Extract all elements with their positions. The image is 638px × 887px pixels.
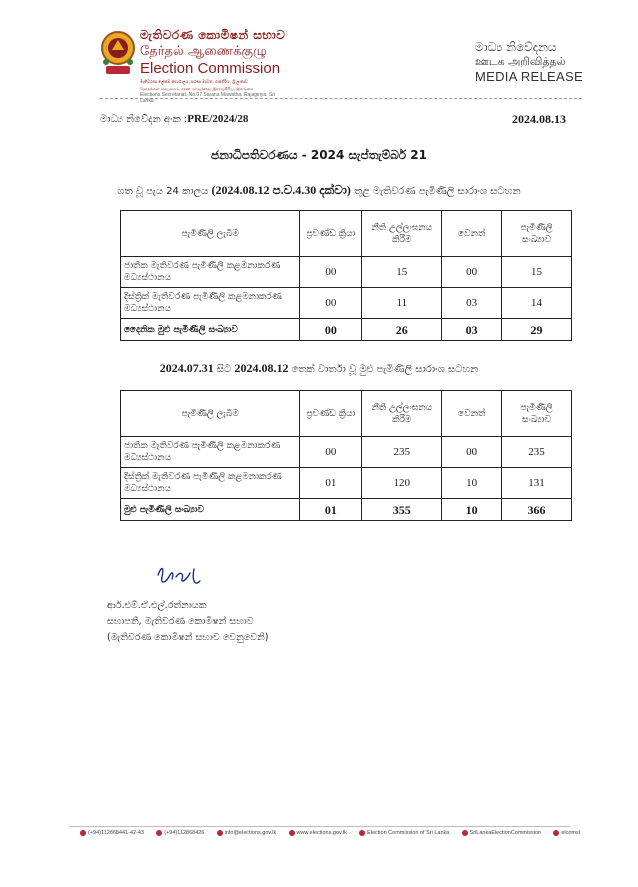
table2-caption-end-date: 2024.08.12 bbox=[234, 361, 289, 375]
org-name-english: Election Commission bbox=[140, 60, 281, 77]
email-icon bbox=[217, 830, 223, 836]
table-row bbox=[121, 257, 572, 288]
column-header: නීති උල්ලංඝනය කිරීම bbox=[362, 211, 442, 257]
table-header-row bbox=[121, 211, 572, 257]
row-label: දිස්ත්‍රික් මැතිවරණ පැමිණිලි කළමනාකරණ මධ්‍යස්ථානය bbox=[121, 288, 300, 319]
total-value: 366 bbox=[502, 499, 572, 521]
cell-value: 15 bbox=[362, 257, 442, 288]
footer-text: Election Commission of Sri Lanka bbox=[367, 830, 450, 836]
letterhead bbox=[0, 0, 638, 104]
table2-caption-start-date: 2024.07.31 bbox=[159, 361, 214, 375]
cell-value: 03 bbox=[442, 288, 502, 319]
handwritten-signature bbox=[150, 561, 220, 601]
header-divider bbox=[100, 98, 582, 99]
table-row bbox=[121, 468, 572, 499]
table1-caption-post: තුළ මැතිවරණ පැමිණිලි සාරාංශ සටහන bbox=[350, 186, 521, 197]
table1-caption-pre: ගත වූ පැය 24 කාලය bbox=[117, 186, 212, 197]
column-header: පැමිණිලි සංඛ්‍යාව bbox=[502, 211, 572, 257]
cell-value: 14 bbox=[502, 288, 572, 319]
table-total-row bbox=[121, 319, 572, 341]
facebook-icon bbox=[359, 830, 365, 836]
cell-value: 00 bbox=[300, 288, 362, 319]
cell-value: 235 bbox=[502, 437, 572, 468]
cell-value: 00 bbox=[300, 437, 362, 468]
total-value: 29 bbox=[502, 319, 572, 341]
total-label: දෛනික මුළු පැමිණිලි සංඛ්‍යාව bbox=[121, 319, 300, 341]
cell-value: 15 bbox=[502, 257, 572, 288]
release-date: 2024.08.13 bbox=[512, 112, 566, 126]
table2-caption-mid: සිට bbox=[213, 364, 235, 375]
total-value: 03 bbox=[442, 319, 502, 341]
reference-value: PRE/2024/28 bbox=[187, 113, 249, 125]
footer-phone bbox=[80, 830, 144, 836]
total-label: මුළු පැමිණිලි සංඛ්‍යාව bbox=[121, 499, 300, 521]
daily-complaints-table bbox=[120, 210, 572, 341]
row-label: ජාතික මැතිවරණ පැමිණිලි කළමනාකරණ මධ්‍යස්ථානය bbox=[121, 257, 300, 288]
twitter-icon bbox=[462, 830, 468, 836]
table-row bbox=[121, 437, 572, 468]
total-value: 00 bbox=[300, 319, 362, 341]
total-value: 10 bbox=[442, 499, 502, 521]
table-header-row bbox=[121, 391, 572, 437]
total-value: 26 bbox=[362, 319, 442, 341]
footer-fax bbox=[156, 830, 204, 836]
column-header: පැමිණිලි ලැබීම bbox=[121, 391, 300, 437]
column-header: වෙනත් bbox=[442, 211, 502, 257]
org-name-tamil: தேர்தல் ஆணைக்குழு bbox=[140, 44, 267, 59]
table1-caption bbox=[0, 183, 638, 198]
footer-facebook[interactable] bbox=[359, 830, 449, 836]
total-value: 355 bbox=[362, 499, 442, 521]
page-title: ජනාධිපතිවරණය - 2024 සැප්තැම්බර් 21 bbox=[211, 148, 427, 162]
national-emblem-icon bbox=[100, 28, 136, 78]
footer-text: (+94)112868426 bbox=[164, 830, 205, 836]
media-release-label bbox=[475, 40, 590, 85]
column-header: ප්‍රචණ්ඩ ක්‍රියා bbox=[300, 211, 362, 257]
column-header: පැමිණිලි ලැබීම bbox=[121, 211, 300, 257]
footer-text: SriLankaElectionCommission bbox=[469, 830, 542, 836]
org-name-sinhala: මැතිවරණ කොමිෂන් සභාව bbox=[140, 28, 286, 42]
table1-caption-period: (2024.08.12 ප.ව.4.30 දක්වා) bbox=[211, 183, 351, 197]
cell-value: 235 bbox=[362, 437, 442, 468]
column-header: නීති උල්ලංඝනය කිරීම bbox=[362, 391, 442, 437]
cell-value: 120 bbox=[362, 468, 442, 499]
release-sinhala: මාධ්‍ය නිවේදනය bbox=[475, 40, 557, 54]
footer-text: (+94)112868441-42-43 bbox=[88, 830, 145, 836]
cell-value: 00 bbox=[442, 257, 502, 288]
reference-label: මාධ්‍ය නිවේදන අංක : bbox=[100, 114, 188, 125]
web-icon bbox=[289, 830, 295, 836]
total-value: 01 bbox=[300, 499, 362, 521]
fax-icon bbox=[156, 830, 162, 836]
footer-divider bbox=[70, 826, 570, 827]
phone-icon bbox=[80, 830, 86, 836]
youtube-icon bbox=[553, 830, 559, 836]
cell-value: 10 bbox=[442, 468, 502, 499]
footer-email[interactable] bbox=[217, 830, 277, 836]
signatory-block bbox=[107, 598, 268, 646]
cumulative-complaints-table bbox=[120, 390, 572, 521]
address-sinhala: මැතිවරණ ලේකම් කාර්යාලය, සරණ මාවත, රාජගිරිය, ශ්‍රී ලංකාව bbox=[140, 79, 248, 84]
signatory-title: සභාපති, මැතිවරණ කොමිෂන් සභාව bbox=[107, 616, 254, 627]
address-english: Elections Secretariat, No.07 Sarana Mawatha, Rajagiriya, Sri Lanka bbox=[140, 92, 276, 104]
footer-text: elcomsl bbox=[561, 830, 580, 836]
column-header: වෙනත් bbox=[442, 391, 502, 437]
column-header: ප්‍රචණ්ඩ ක්‍රියා bbox=[300, 391, 362, 437]
row-label: දිස්ත්‍රික් මැතිවරණ පැමිණිලි කළමනාකරණ මධ්‍යස්ථානය bbox=[121, 468, 300, 499]
table2-caption-post: තෙක් වාර්තා වූ මුළු පැමිණිලි සාරාංශ සටහන bbox=[288, 364, 479, 375]
footer-text: info@elections.gov.lk bbox=[224, 830, 277, 836]
cell-value: 11 bbox=[362, 288, 442, 319]
cell-value: 00 bbox=[300, 257, 362, 288]
footer-text: www.elections.gov.lk bbox=[296, 830, 347, 836]
signatory-note: (මැතිවරණ කොමිෂන් සභාව වෙනුවෙනි) bbox=[107, 632, 269, 643]
footer-twitter[interactable] bbox=[462, 830, 542, 836]
cell-value: 131 bbox=[502, 468, 572, 499]
footer-youtube[interactable] bbox=[553, 830, 580, 836]
release-tamil: ஊடக அறிவித்தல் bbox=[475, 55, 566, 68]
footer-website[interactable] bbox=[289, 830, 347, 836]
signatory-name: ආර්.එම්.ඒ.එල්.රත්නායක bbox=[107, 600, 207, 611]
column-header: පැමිණිලි සංඛ්‍යාව bbox=[502, 391, 572, 437]
table-row bbox=[121, 288, 572, 319]
row-label: ජාතික මැතිවරණ පැමිණිලි කළමනාකරණ මධ්‍යස්ථානය bbox=[121, 437, 300, 468]
table2-caption bbox=[0, 361, 638, 376]
table-total-row bbox=[121, 499, 572, 521]
cell-value: 00 bbox=[442, 437, 502, 468]
cell-value: 01 bbox=[300, 468, 362, 499]
contact-footer bbox=[80, 830, 580, 836]
address-tamil: தேர்தல்கள் செயலகம், சரண மாவத்தை, இராஜகிரிய, இலங்கை bbox=[140, 86, 254, 91]
reference-number bbox=[100, 113, 248, 125]
organization-name bbox=[140, 28, 290, 104]
release-english: MEDIA RELEASE bbox=[475, 69, 583, 84]
